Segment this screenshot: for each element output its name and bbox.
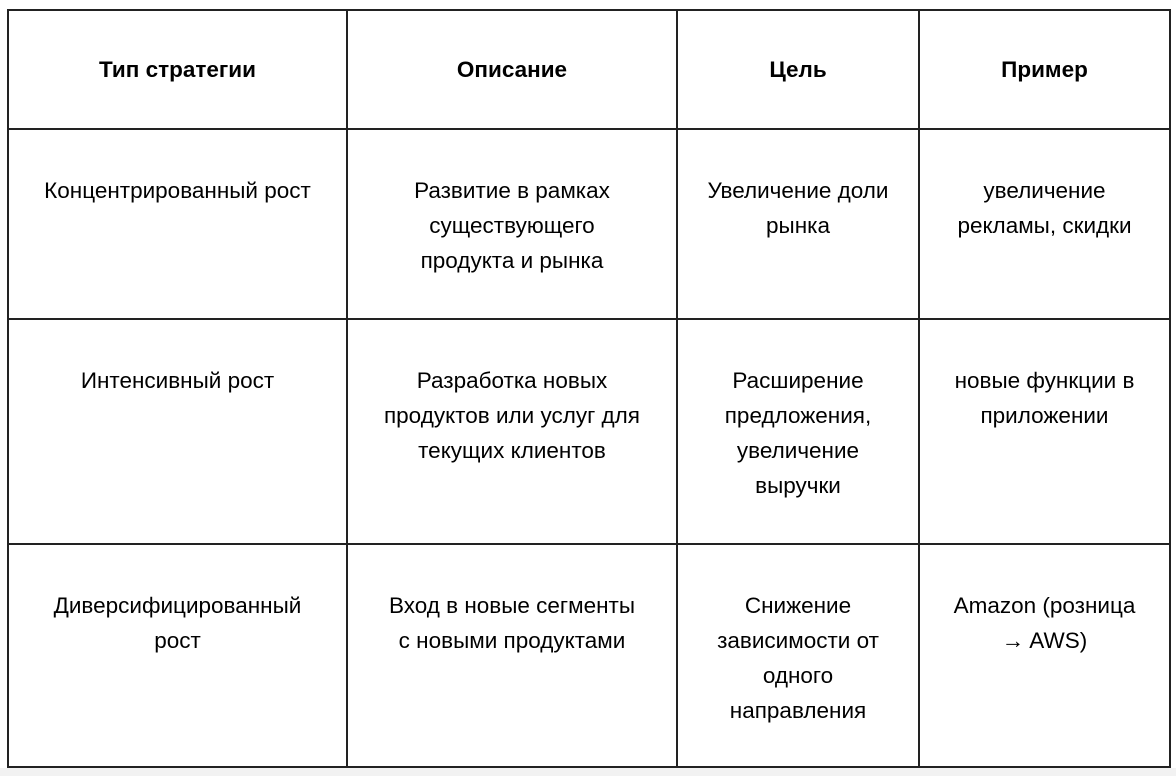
table-row	[8, 319, 1170, 544]
cell-line: рекламы, скидки	[957, 213, 1132, 238]
cell-line: продукта и рынка	[420, 248, 604, 273]
cell-goal	[677, 129, 919, 319]
cell-type	[8, 129, 347, 319]
header-description: Описание	[347, 10, 677, 129]
cell-line: Диверсифицированный	[53, 593, 302, 618]
cell-line: → AWS)	[1001, 628, 1088, 653]
cell-line: с новыми продуктами	[398, 628, 626, 653]
cell-description	[347, 319, 677, 544]
cell-line: Увеличение доли	[707, 178, 889, 203]
table-row	[8, 129, 1170, 319]
cell-line: существующего	[429, 213, 595, 238]
cell-line: одного	[762, 663, 834, 688]
cell-type	[8, 319, 347, 544]
cell-line: текущих клиентов	[418, 438, 606, 463]
cell-goal	[677, 544, 919, 767]
cell-line: увеличение	[736, 438, 860, 463]
table-row	[8, 544, 1170, 767]
cell-example	[919, 129, 1170, 319]
cell-line: Разработка новых	[416, 368, 608, 393]
cell-line: предложения,	[724, 403, 872, 428]
cell-line: Снижение	[744, 593, 852, 618]
cell-line: приложении	[980, 403, 1109, 428]
cell-type	[8, 544, 347, 767]
cell-description	[347, 129, 677, 319]
cell-line: Расширение	[732, 368, 864, 393]
cell-example	[919, 544, 1170, 767]
cell-goal	[677, 319, 919, 544]
cell-line: Интенсивный рост	[80, 368, 275, 393]
cell-line: Развитие в рамках	[414, 178, 610, 203]
cell-line: новые функции в	[954, 368, 1135, 393]
header-example: Пример	[919, 10, 1170, 129]
header-row	[8, 10, 1170, 129]
cell-example	[919, 319, 1170, 544]
cell-line: Amazon (розница	[953, 593, 1136, 618]
cell-line: увеличение	[983, 178, 1106, 203]
strategy-table	[7, 9, 1171, 768]
header-type: Тип стратегии	[8, 10, 347, 129]
cell-line: направления	[729, 698, 867, 723]
bottom-strip	[0, 768, 1176, 776]
cell-line: Вход в новые сегменты	[388, 593, 636, 618]
header-goal: Цель	[677, 10, 919, 129]
cell-line: зависимости от	[717, 628, 879, 653]
cell-line: выручки	[755, 473, 841, 498]
cell-line: рынка	[766, 213, 830, 238]
cell-line: Концентрированный рост	[44, 178, 311, 203]
cell-description	[347, 544, 677, 767]
cell-line: рост	[154, 628, 201, 653]
cell-line: продуктов или услуг для	[383, 403, 640, 428]
